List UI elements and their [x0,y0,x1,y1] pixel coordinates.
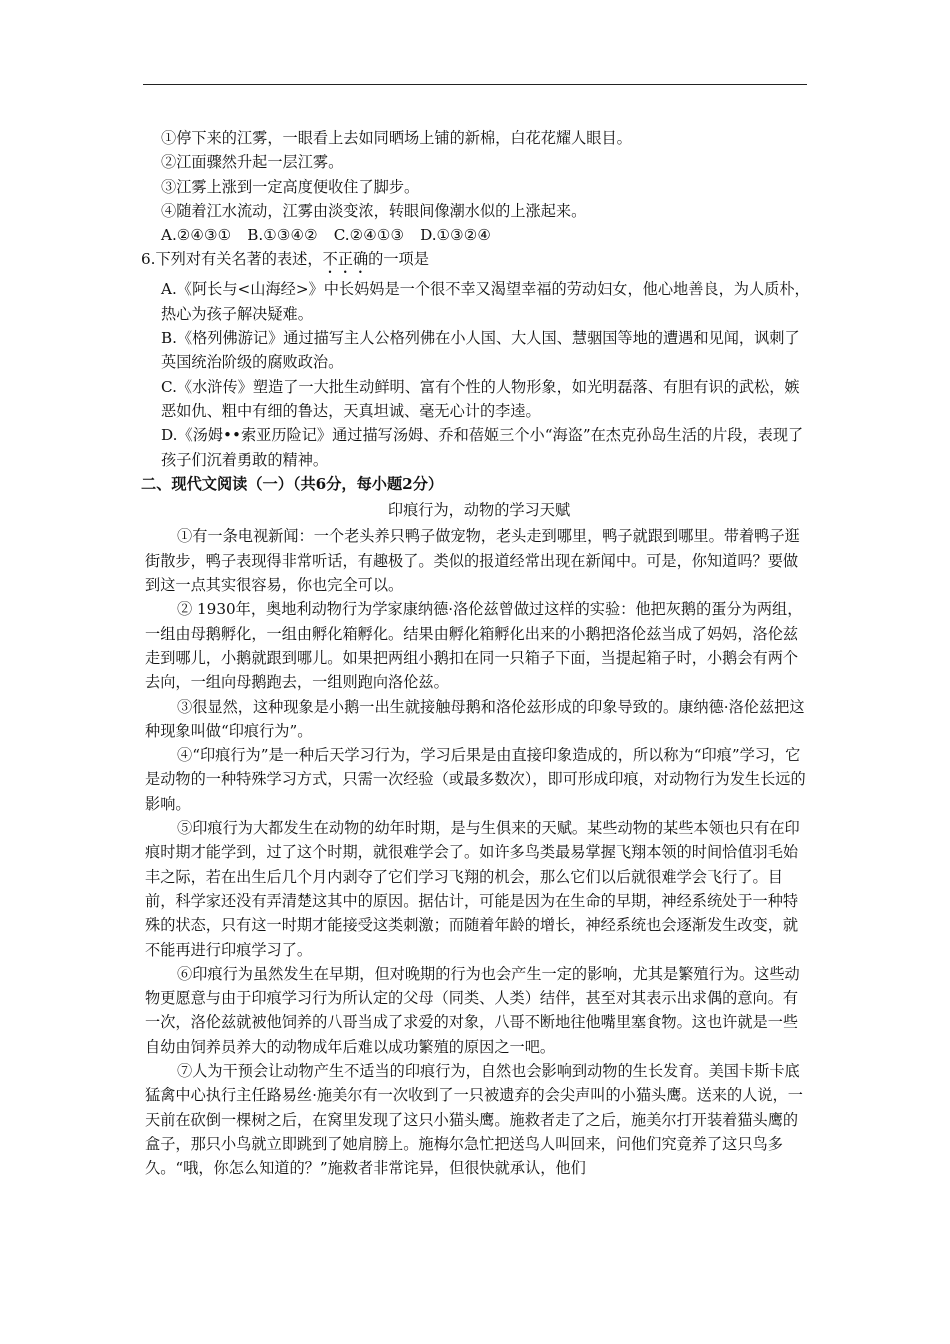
article-paragraph-4: ④“印痕行为”是一种后天学习行为，学习后果是由直接印象造成的，所以称为“印痕”学习，它是动物的一种特殊学习方式，只需一次经验（或最多数次），即可形成印痕，对动物行为发生长远的影响。 [145,746,806,813]
article-paragraph-1: ①有一条电视新闻：一个老头养只鸭子做宠物，老头走到哪里，鸭子就跟到哪里。带着鸭子逛街散步，鸭子表现得非常听话，有趣极了。类似的报道经常出现在新闻中。可是，你知道吗？要做到这一点其实很容易，你也完全可以。 [145,527,800,595]
q5-option-c: C.②④①③ [333,226,405,245]
q6-emphasis: 不正确 [322,250,369,269]
q6-prefix: 6.下列对有关名著的表述， [141,250,323,269]
q5-option-b: B.①③④② [247,226,318,245]
sentence-4: ④随着江水流动，江雾由淡变浓，转眼间像潮水似的上涨起来。 [161,201,587,220]
article-paragraph-6: ⑥印痕行为虽然发生在早期，但对晚期的行为也会产生一定的影响，尤其是繁殖行为。这些动物更愿意与由于印痕学习行为所认定的父母（同类、人类）结伴，甚至对其表示出求偶的意向。有一次，洛伦兹就被他饲养的八哥当成了求爱的对象，八哥不断地往他嘴里塞食物。这也许就是一些自幼由饲养员养大的动物成年后难以成功繁殖的原因之一吧。 [145,964,800,1056]
q6-option-c: C.《水浒传》塑造了一大批生动鲜明、富有个性的人物形象，如光明磊落、有胆有识的武松，嫉恶如仇、粗中有细的鲁达，天真坦诚、毫无心计的李逵。 [161,377,800,420]
article-title: 印痕行为，动物的学习天赋 [387,501,571,520]
sentence-2: ②江面骤然升起一层江雾。 [161,153,344,172]
q5-option-a: A.②④③① [161,226,232,245]
article-paragraph-3: ③很显然，这种现象是小鹅一出生就接触母鹅和洛伦兹形成的印象导致的。康纳德·洛伦兹把这种现象叫做“印痕行为”。 [145,697,805,740]
article-paragraph-5: ⑤印痕行为大都发生在动物的幼年时期，是与生俱来的天赋。某些动物的某些本领也只有在印痕时期才能学到，过了这个时期，就很难学会了。如许多鸟类最易掌握飞翔本领的时间恰值羽毛始丰之际，若在出生后几个月内剥夺了它们学习飞翔的机会，那么它们以后就很难学会飞行了。目前，科学家还没有弄清楚这其中的原因。据估计，可能是因为在生命的早期，神经系统处于一种特殊的状态，只有这一时期才能接受这类刺激；而随着年龄的增长，神经系统也会逐渐发生改变，就不能再进行印痕学习了。 [145,819,800,959]
q5-option-d: D.①③②④ [420,226,492,245]
header-rule [143,84,807,85]
sentence-3: ③江雾上涨到一定高度便收住了脚步。 [161,177,420,196]
q6-option-a: A.《阿长与<山海经>》中长妈妈是一个很不幸又渴望幸福的劳动妇女，他心地善良，为人质朴，热心为孩子解决疑难。 [161,280,810,323]
q6-suffix: 的一项是 [368,250,429,269]
question-6 [141,247,813,277]
q6-option-b: B.《格列佛游记》通过描写主人公格列佛在小人国、大人国、慧骃国等地的遭遇和见闻，讽刺了英国统治阶级的腐败政治。 [161,329,800,372]
q6-option-d: D.《汤姆••索亚历险记》通过描写汤姆、乔和蓓姬三个小“海盗”在杰克孙岛生活的片段，表现了孩子们沉着勇敢的精神。 [161,426,804,469]
article-paragraph-7: ⑦人为干预会让动物产生不适当的印痕行为，自然也会影响到动物的生长发育。美国卡斯卡底猛禽中心执行主任路易丝·施美尔有一次收到了一只被遗弃的会尖声叫的小猫头鹰。送来的人说，一天前在砍倒一棵树之后，在窝里发现了这只小猫头鹰。施救者走了之后，施美尔打开装着猫头鹰的盒子，那只小鸟就立即跳到了她肩膀上。施梅尔急忙把送鸟人叫回来，问他们究竟养了这只鸟多久。“哦，你怎么知道的？”施救者非常诧异，但很快就承认，他们 [145,1061,803,1178]
sentence-1: ①停下来的江雾，一眼看上去如同晒场上铺的新棉，白花花耀人眼目。 [161,129,632,147]
article-paragraph-2: ② 1930年，奥地利动物行为学家康纳德·洛伦兹曾做过这样的实验：他把灰鹅的蛋分为两组，一组由母鹅孵化，一组由孵化箱孵化。结果由孵化箱孵化出来的小鹅把洛伦兹当成了妈妈，洛伦兹走到哪儿，小鹅就跟到哪儿。如果把两组小鹅扣在同一只箱子下面，当提起箱子时，小鹅会有两个去向，一组向母鹅跑去，一组则跑向洛伦兹。 [145,600,803,692]
exam-page [141,126,813,1180]
section-2-heading: 二、现代文阅读（一）（共6分，每小题2分） [141,474,444,493]
q5-options [145,223,813,247]
